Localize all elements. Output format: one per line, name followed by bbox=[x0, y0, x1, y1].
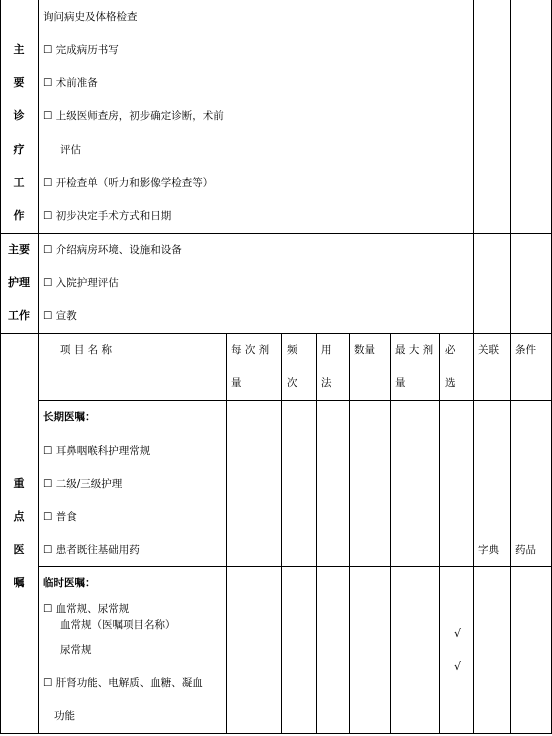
long-term-title: 长期医嘱： bbox=[43, 411, 96, 423]
header-frequency-line2: 次 bbox=[287, 377, 298, 389]
divider-table-bottom bbox=[0, 733, 552, 734]
diagnosis-item: ☐ 完成病历书写 bbox=[43, 44, 119, 56]
diagnosis-item: 评估 bbox=[60, 144, 81, 156]
divider-nursing-top bbox=[0, 233, 552, 234]
diagnosis-item: ☐ 初步决定手术方式和日期 bbox=[43, 210, 172, 222]
temporary-item: 血常规（医嘱项目名称） bbox=[60, 619, 176, 631]
orders-label-char: 重 bbox=[13, 477, 25, 490]
divider-header-bottom bbox=[38, 400, 552, 401]
temporary-item: 尿常规 bbox=[60, 644, 92, 656]
divider-orders-top bbox=[0, 333, 552, 334]
nursing-label-line: 工作 bbox=[8, 309, 30, 322]
temporary-item: 功能 bbox=[54, 710, 75, 722]
divider-label-col bbox=[38, 0, 39, 734]
diagnosis-item: ☐ 术前准备 bbox=[43, 77, 98, 89]
divider-condition-col bbox=[510, 0, 511, 734]
orders-label-char: 点 bbox=[13, 510, 25, 523]
header-required-line2: 选 bbox=[445, 377, 456, 389]
required-check-icon: √ bbox=[454, 627, 462, 640]
temporary-title: 临时医嘱： bbox=[43, 577, 96, 589]
header-frequency-line1: 频 bbox=[287, 344, 298, 356]
header-quantity: 数量 bbox=[354, 344, 375, 356]
divider-dose-col bbox=[226, 333, 227, 734]
long-term-item: ☐ 普食 bbox=[43, 511, 77, 523]
divider-link-col bbox=[473, 0, 474, 734]
header-dose-per-line2: 量 bbox=[231, 377, 242, 389]
nursing-label-line: 护理 bbox=[8, 276, 30, 289]
header-dose-per-line1: 每 次 剂 bbox=[231, 344, 270, 356]
nursing-label-line: 主要 bbox=[8, 243, 30, 256]
nursing-item: ☐ 入院护理评估 bbox=[43, 277, 119, 289]
orders-label-char: 医 bbox=[13, 543, 25, 556]
divider-qty-col bbox=[349, 333, 350, 734]
divider-max-col bbox=[390, 333, 391, 734]
divider-freq-col bbox=[281, 333, 282, 734]
divider-required-col bbox=[439, 333, 440, 734]
link-value: 字典 bbox=[478, 544, 499, 556]
diagnosis-label-char: 主 bbox=[13, 43, 25, 56]
condition-value: 药品 bbox=[515, 544, 536, 556]
header-max-dose-line2: 量 bbox=[395, 377, 406, 389]
long-term-item: ☐ 患者既往基础用药 bbox=[43, 544, 140, 556]
required-check-icon: √ bbox=[454, 660, 462, 673]
header-required-line1: 必 bbox=[445, 344, 456, 356]
orders-label-char: 嘱 bbox=[13, 576, 25, 589]
diagnosis-label-char: 工 bbox=[13, 176, 25, 189]
diagnosis-label-char: 作 bbox=[13, 209, 25, 222]
diagnosis-item: ☐ 上级医师查房，初步确定诊断，术前 bbox=[43, 110, 224, 122]
temporary-item: ☐ 血常规、尿常规 bbox=[43, 603, 130, 615]
diagnosis-label-char: 诊 bbox=[13, 109, 25, 122]
temporary-item: ☐ 肝肾功能、电解质、血糖、凝血 bbox=[43, 677, 203, 689]
header-max-dose-line1: 最 大 剂 bbox=[395, 344, 434, 356]
header-item-name: 项 目 名 称 bbox=[60, 344, 113, 356]
long-term-item: ☐ 耳鼻咽喉科护理常规 bbox=[43, 445, 151, 457]
header-usage-line1: 用 bbox=[321, 344, 332, 356]
header-usage-line2: 法 bbox=[321, 377, 332, 389]
diagnosis-label-char: 疗 bbox=[13, 143, 25, 156]
diagnosis-label-char: 要 bbox=[13, 76, 25, 89]
nursing-item: ☐ 介绍病房环境、设施和设备 bbox=[43, 244, 182, 256]
long-term-item: ☐ 二级/三级护理 bbox=[43, 478, 123, 490]
header-condition: 条件 bbox=[515, 344, 536, 356]
diagnosis-item: 询问病史及体格检查 bbox=[43, 11, 138, 23]
header-link: 关联 bbox=[478, 344, 499, 356]
divider-temp-top bbox=[38, 566, 552, 567]
diagnosis-item: ☐ 开检查单（听力和影像学检查等） bbox=[43, 177, 214, 189]
nursing-item: ☐ 宣教 bbox=[43, 310, 77, 322]
divider-usage-col bbox=[316, 333, 317, 734]
